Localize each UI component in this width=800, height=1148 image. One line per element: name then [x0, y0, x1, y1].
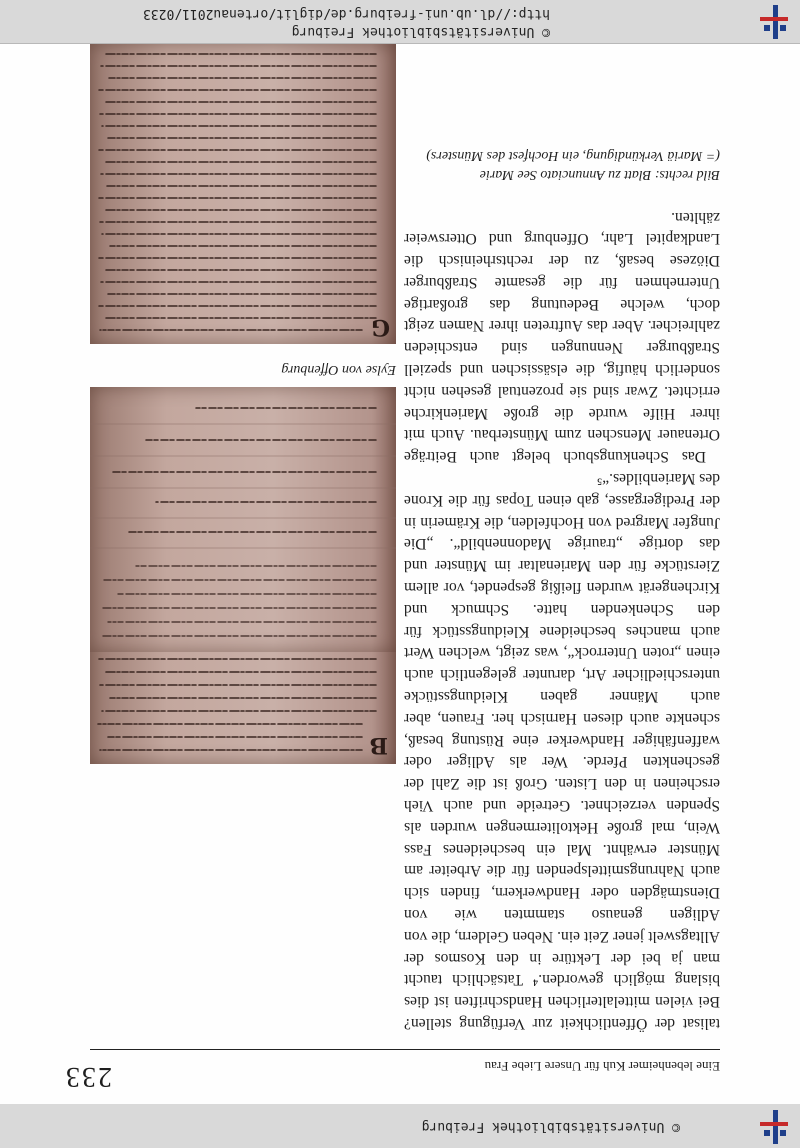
running-header: Eine lebenheimer Kuh für Unsere Liebe Frau: [484, 1059, 720, 1074]
paragraph: Das Schenkungsbuch belegt auch Beiträge Ortenauer Menschen zum Münsterbau. Auch mit ihrer Hilfe wurde die große Marienkirche errichtet. Zwar sind sie prozentual gesehen nicht sonderlich häufig, die elsässischen und speziell Straßburger Nennungen sind entschieden zahlreicher. Aber das Auftreten ihrer Namen zeigt doch, welche Bedeutung das großartige Unternehmen für die gesamte Straßburger Diözese besaß, zu der rechtsrheinisch die Landkapitel Lahr, Offenburg und Ottersweier zählten.: [404, 208, 720, 466]
copyright-text: © Universitätsbibliothek Freiburg: [291, 24, 550, 39]
figure-caption-2: Eylse von Offenburg: [281, 362, 396, 377]
bild-rechts-caption-2: (= Mariä Verkündigung, ein Hochfest des Münsters): [426, 147, 720, 163]
viewer-header-bar: [0, 0, 800, 44]
paragraph: talisat der Öffentlichkeit zur Verfügung stellen? Bei vielen mittelalterlichen Handschriften ist dies bislang möglich geworden.⁴ Tatsächlich taucht man ja bei der Lektüre in den Kosmos der Alltagswelt jener Zeit ein. Neben Geldern, die von Adligen genauso stammten wie von Dienstmägden oder Handwerkern, finden sich auch Nahrungsmittelspenden für die Arbeiter am Münster erwähnt. Mal ein bescheidenes Fass Wein, mal große Hektolitermengen wurden als Spenden verzeichnet. Getreide und auch Vieh erscheinen in den Listen. Groß ist die Zahl der geschenkten Pferde. Wer als Adliger oder waffenfähiger Handwerker eine Rüstung besaß, schenkte auch diesen Harnisch her. Frauen, aber auch Männer gaben Kleidungsstücke unterschiedlicher Art, darunter gelegentlich auch einen „roten Unterrock“, was zeigt, welchen Wert auch manches bescheidene Kleidungsstück für den Schenkenden hatte. Schmuck und Kirchengerät wurden fleißig gespendet, vor allem Zierstücke für den Marienaltar im Münster und das dortige „traurige Madonnenbild“. „Die Jungfer Margred von Hochfelden, die Krämerin in der Predigergasse, gab einen Topas für die Krone des Marienbildes.“⁵: [404, 470, 720, 1032]
library-logo-icon: [754, 1, 794, 41]
page-number: 233: [64, 1061, 112, 1092]
viewer-footer-bar: [0, 1103, 800, 1148]
manuscript-initial: B: [369, 732, 388, 758]
bild-rechts-caption: Bild rechts: Blatt zu Annunciato See Marie: [479, 166, 720, 182]
manuscript-script-3: [90, 44, 396, 344]
manuscript-image-2: [90, 387, 396, 652]
library-logo-icon: [754, 1106, 794, 1146]
manuscript-initial: G: [371, 314, 390, 340]
manuscript-script-2: [90, 387, 396, 652]
body-text: [404, 146, 720, 1034]
copyright-text-lower: © Universitätsbibliothek Freiburg: [421, 1119, 680, 1134]
document-page: [0, 44, 800, 1104]
header-rule: [90, 1049, 720, 1050]
permalink-url[interactable]: http://dl.ub.uni-freiburg.de/diglit/ortenau2011/0233: [143, 6, 550, 21]
manuscript-image-3: [90, 44, 396, 344]
